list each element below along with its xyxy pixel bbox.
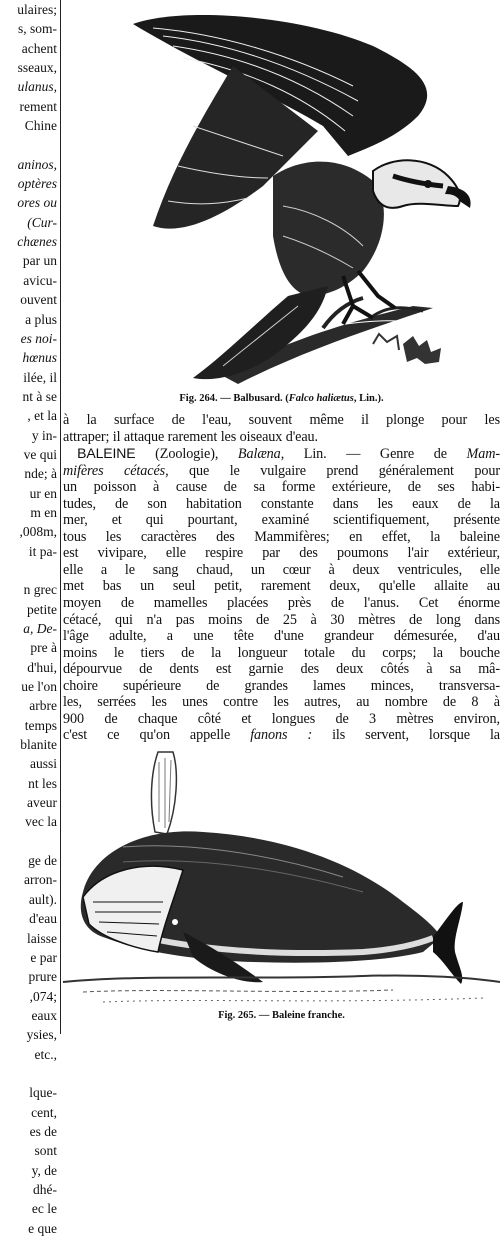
left-column-line: cent, xyxy=(31,1104,57,1120)
left-column-line: eaux xyxy=(31,1007,57,1023)
left-column-line: sont xyxy=(34,1143,57,1159)
whale-illustration xyxy=(63,752,500,1010)
left-column-line: temps xyxy=(24,717,57,733)
left-column-line: ulaires; xyxy=(17,2,57,17)
left-column-line: it pa- xyxy=(28,543,57,559)
left-column-line: ,008m, xyxy=(19,524,57,540)
left-column-line: ge de xyxy=(28,853,57,869)
left-column-line: ve qui xyxy=(23,446,57,462)
text-line: attraper; il attaque rarement les oiseaux d'eau. xyxy=(63,428,318,445)
left-column-line: ores ou xyxy=(17,195,57,211)
left-column-line: blanite xyxy=(20,737,57,753)
left-column-line: dhé- xyxy=(33,1181,57,1197)
left-column-line: aninos, xyxy=(17,156,57,172)
left-column-line: lque- xyxy=(29,1085,57,1101)
left-column-line: ur en xyxy=(29,485,57,501)
left-column-line: prure xyxy=(28,969,57,985)
left-column-line: (Cur- xyxy=(27,214,57,230)
left-column-line: etc., xyxy=(34,1046,57,1062)
text-line: tudes, de son habitation constante dans les eaux de la xyxy=(63,495,500,512)
left-column-line: nt les xyxy=(28,775,57,791)
text-line: 900 de chaque côté et longues de 3 mètres environ, xyxy=(63,710,500,727)
text-line: à la surface de l'eau, souvent même il plonge pour les xyxy=(63,412,500,428)
left-column-line: chænes xyxy=(17,234,57,250)
left-column-line: ulanus, xyxy=(17,79,57,95)
left-column-line: petite xyxy=(27,601,57,617)
left-column-line: n grec xyxy=(23,582,57,598)
left-column-line: avicu- xyxy=(23,272,57,288)
left-column-line: a plus xyxy=(25,311,57,327)
left-column-line: nde; à xyxy=(24,466,57,482)
right-column xyxy=(63,0,500,1034)
left-column-line: aussi xyxy=(30,756,57,772)
left-column-line: ouvent xyxy=(20,292,57,308)
figure-265-caption: Fig. 265. — Baleine franche. xyxy=(218,1010,345,1021)
left-column-line: aveur xyxy=(27,795,57,811)
left-column-line: d'eau xyxy=(29,911,57,927)
left-column-line: Chine xyxy=(24,118,57,134)
left-column-line: y in- xyxy=(31,427,57,443)
left-column-line: ault). xyxy=(28,891,57,907)
left-column-line: e que xyxy=(28,1220,57,1236)
text-line: moins le tiers de la longueur totale du corps; la bouche xyxy=(63,644,500,661)
text-line: choire supérieure de grandes lames minces, transversa- xyxy=(63,677,500,694)
left-column-line xyxy=(0,1064,60,1083)
left-column-line: ,074; xyxy=(29,988,57,1004)
entry-heading-line: BALEINE (Zoologie), Balæna, Lin. — Genre de Mam- xyxy=(77,445,500,463)
osprey-drawing xyxy=(133,15,471,379)
left-column-line: arbre xyxy=(29,698,57,714)
left-column-line: vec la xyxy=(25,814,57,830)
text-line: cétacé, qui n'a pas moins de 25 à 30 mètres de long dans xyxy=(63,611,500,628)
left-column-line: es noi- xyxy=(20,330,57,346)
text-line: tous les caractères des Mammifères; en effet, la baleine xyxy=(63,528,500,545)
left-column-line: achent xyxy=(21,40,57,56)
left-column-line: ue l'on xyxy=(21,679,57,695)
text-line: met bas un seul petit, rarement deux, qu'elle allaite au xyxy=(63,578,500,595)
left-column-line: par un xyxy=(22,253,57,269)
left-column-line: a, De- xyxy=(23,621,57,636)
left-column-line: pre à xyxy=(30,640,57,656)
text-line: dépourvue de dents est garnie des deux côtés à sa mâ- xyxy=(63,661,500,678)
text-line: un poisson à cause de sa forme extérieure, de ses habi- xyxy=(63,479,500,496)
left-column-line: s, som- xyxy=(17,21,57,37)
left-column-line: ysies, xyxy=(26,1027,57,1043)
caption-species: Falco haliætus xyxy=(288,393,354,404)
left-column-line: sseaux, xyxy=(17,60,57,76)
left-column-line xyxy=(0,832,60,851)
text-line: mifères cétacés, que le vulgaire prend généralement pour xyxy=(63,462,500,479)
left-column-line: y, de xyxy=(31,1162,57,1178)
left-column-fragment xyxy=(0,0,61,1236)
whale-drawing xyxy=(81,831,463,984)
entry-headword: BALEINE xyxy=(77,445,136,462)
text-line: les, serrées les unes contre les autres, au nombre de 8 à xyxy=(63,694,500,711)
left-column-line: hœnus xyxy=(22,350,57,366)
caption-suffix: , Lin.). xyxy=(353,393,384,404)
text-line: elle a le sang chaud, un cœur à deux ventricules, elle xyxy=(63,561,500,578)
left-column-line: ec le xyxy=(31,1201,57,1217)
osprey-illustration xyxy=(73,6,493,386)
left-column-line: , et la xyxy=(27,408,57,424)
left-column-line: ilée, il xyxy=(23,369,57,385)
left-column-line: rement xyxy=(19,98,57,114)
article-text xyxy=(63,412,500,744)
left-column-line: e par xyxy=(30,949,57,965)
text-line: moyen de mamelles placées près de l'anus. Cet énorme xyxy=(63,595,500,612)
text-line: c'est ce qu'on appelle fanons : ils servent, lorsque la xyxy=(63,727,500,744)
caption-prefix: Fig. 264. — Balbusard. ( xyxy=(179,393,289,404)
left-column-line: es de xyxy=(29,1123,57,1139)
text-line: mer, et qui pourtant, examiné scientifiquement, présente xyxy=(63,512,500,529)
figure-264-caption xyxy=(63,393,500,404)
left-column-line: arron- xyxy=(24,872,57,888)
left-column-line: nt à se xyxy=(22,388,57,404)
shore-drawing xyxy=(63,975,500,1002)
text-line: est vivipare, elle respire par des poumons l'air extérieur, xyxy=(63,545,500,562)
left-column-line: m en xyxy=(30,504,57,520)
left-column-line: optères xyxy=(17,176,57,192)
left-column-line xyxy=(0,561,60,580)
water-spout-drawing xyxy=(151,752,176,834)
left-column-line xyxy=(0,135,60,154)
text-line: l'âge adulte, a une tête d'une grandeur démesurée, d'au xyxy=(63,628,500,645)
left-column-line: laisse xyxy=(27,930,57,946)
left-column-line: d'hui, xyxy=(27,659,57,675)
